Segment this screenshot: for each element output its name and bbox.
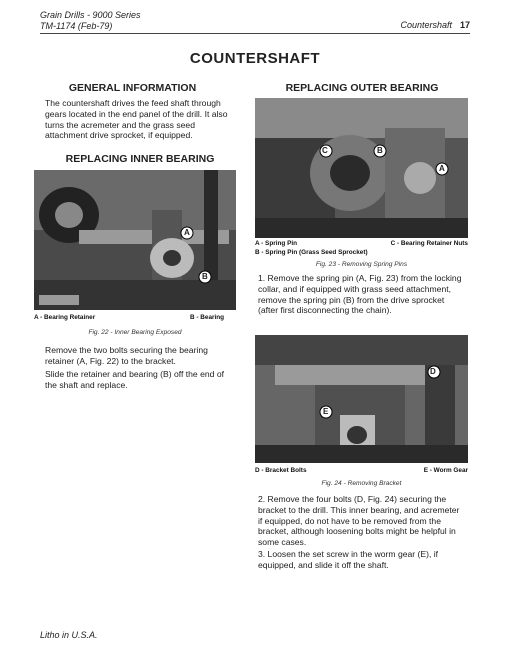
fig23-legend-b: B - Spring Pin (Grass Seed Sprocket) bbox=[255, 249, 368, 256]
fig24-legend-d: D - Bracket Bolts bbox=[255, 467, 307, 474]
fig23-caption: Fig. 23 - Removing Spring Pins bbox=[315, 261, 408, 268]
inner-bearing-heading: REPLACING INNER BEARING bbox=[65, 153, 215, 165]
fig22-label-a: A bbox=[180, 226, 194, 240]
outer-step-3: 3. Loosen the set screw in the worm gear (E), if equipped, and slide it off the shaft. bbox=[258, 549, 439, 570]
fig24-illustration bbox=[255, 335, 468, 463]
running-header-right bbox=[400, 20, 470, 30]
fig23-label-a: A bbox=[435, 162, 449, 176]
fig23-label-c: C bbox=[319, 144, 333, 158]
running-header-left bbox=[40, 10, 141, 32]
outer-bearing-heading: REPLACING OUTER BEARING bbox=[285, 82, 439, 94]
fig22-photo bbox=[34, 170, 236, 310]
outer-step-2: 2. Remove the four bolts (D, Fig. 24) securing the bracket to the drill. This inner bearing, and acremeter if equipped, do not have to be removed from the bracket, although loosening bolts might be helpful in some cases. bbox=[258, 494, 460, 548]
fig23-photo bbox=[255, 98, 468, 238]
inner-step-1: Remove the two bolts securing the bearing retainer (A, Fig. 22) to the bracket. bbox=[45, 345, 208, 366]
general-info-heading: GENERAL INFORMATION bbox=[68, 82, 197, 94]
series-title: Grain Drills - 9000 Series bbox=[40, 10, 141, 20]
outer-step-1: 1. Remove the spring pin (A, Fig. 23) from the locking collar, and if equipped with grass seed attachment, remove the spring pin (B) from the drive sprocket (after first disconnecting the chain). bbox=[258, 273, 462, 316]
fig22-illustration bbox=[34, 170, 236, 310]
general-info-text: The countershaft drives the feed shaft through gears located in the end panel of the drill. It also turns the acremeter and the grass seed attachment drive sprocket, if equipped. bbox=[45, 98, 228, 141]
fig24-caption: Fig. 24 - Removing Bracket bbox=[321, 480, 402, 487]
section-name: Countershaft bbox=[400, 20, 452, 30]
page-title: COUNTERSHAFT bbox=[189, 50, 321, 67]
manual-number: TM-1174 (Feb-79) bbox=[40, 21, 113, 31]
fig22-legend-b: B - Bearing bbox=[190, 314, 225, 321]
page-number: 17 bbox=[459, 20, 470, 30]
fig22-label-b: B bbox=[198, 270, 212, 284]
fig23-legend-a: A - Spring Pin bbox=[255, 240, 298, 247]
fig22-legend-a: A - Bearing Retainer bbox=[34, 314, 96, 321]
fig24-legend-e: E - Worm Gear bbox=[423, 467, 468, 474]
fig22-caption: Fig. 22 - Inner Bearing Exposed bbox=[88, 329, 182, 336]
footer-litho: Litho in U.S.A. bbox=[40, 630, 98, 640]
fig24-label-e: E bbox=[319, 405, 333, 419]
fig23-legend-c: C - Bearing Retainer Nuts bbox=[390, 240, 468, 247]
header-rule bbox=[40, 33, 470, 34]
fig24-label-d: D bbox=[427, 365, 441, 379]
fig23-label-b: B bbox=[373, 144, 387, 158]
inner-step-2: Slide the retainer and bearing (B) off the end of the shaft and replace. bbox=[45, 369, 224, 390]
fig24-photo bbox=[255, 335, 468, 463]
